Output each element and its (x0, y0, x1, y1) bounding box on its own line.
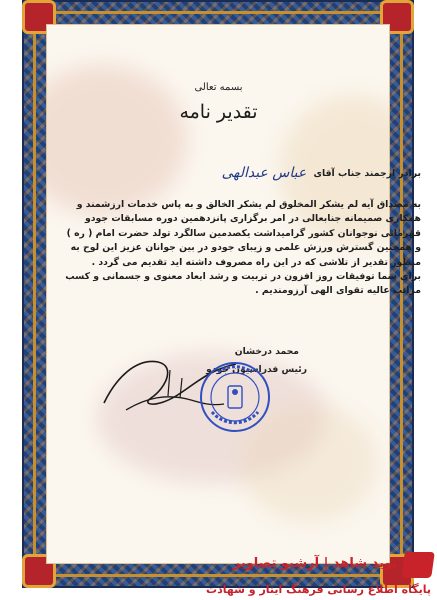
body-line: منظور تقدیر از تلاشی که در این راه مصروف داشته اید تقدیم می گردد . (91, 256, 421, 268)
watermark-bottom-text: پایگاه اطلاع رسانی فرهنگ ایثار و شهادت (206, 583, 431, 596)
certificate-body (65, 198, 421, 299)
body-line: قهرمانی نوجوانان کشور گرامیداشت یکصدمین سالگرد تولد حضرت امام ( ره ) (66, 227, 421, 239)
body-line: برای شما توفیقات روز افزون در تربیت و رشد ابعاد معنوی و جسمانی و کسب (65, 271, 421, 283)
certificate-title: تقدیر نامه (179, 101, 258, 123)
salutation-text: برادر ارجمند جناب آقای (313, 168, 421, 179)
signatory-title: رئیس فدراسیون جودو (206, 364, 307, 375)
body-line: و همچنین گسترش ورزش علمی و زیبای جودو در بین جوانان عزیز این لوح به (70, 242, 421, 254)
bismillah-heading: بسمه تعالی (194, 82, 243, 93)
signatory-name: محمد درخشان (234, 346, 299, 357)
body-line: به مصداق آیه لم یشکر المخلوق لم یشکر الخالق و به پاس خدمات ارزشمند و (76, 199, 421, 210)
watermark-logo-icon (401, 552, 435, 578)
body-line: همکاری صمیمانه جنابعالی در امر برگزاری پانزدهمین دوره مسابقات جودو (85, 213, 421, 225)
recipient-name: عباس عبدالهی (221, 165, 307, 181)
salutation-line (65, 166, 421, 181)
body-line: مراتب عالیه تقوای الهی آرزومندیم . (255, 285, 421, 297)
watermark-top-text: نوید شاهد | آرشیو تصاویر (232, 556, 397, 571)
official-stamp (198, 360, 272, 434)
site-watermark (206, 546, 437, 600)
